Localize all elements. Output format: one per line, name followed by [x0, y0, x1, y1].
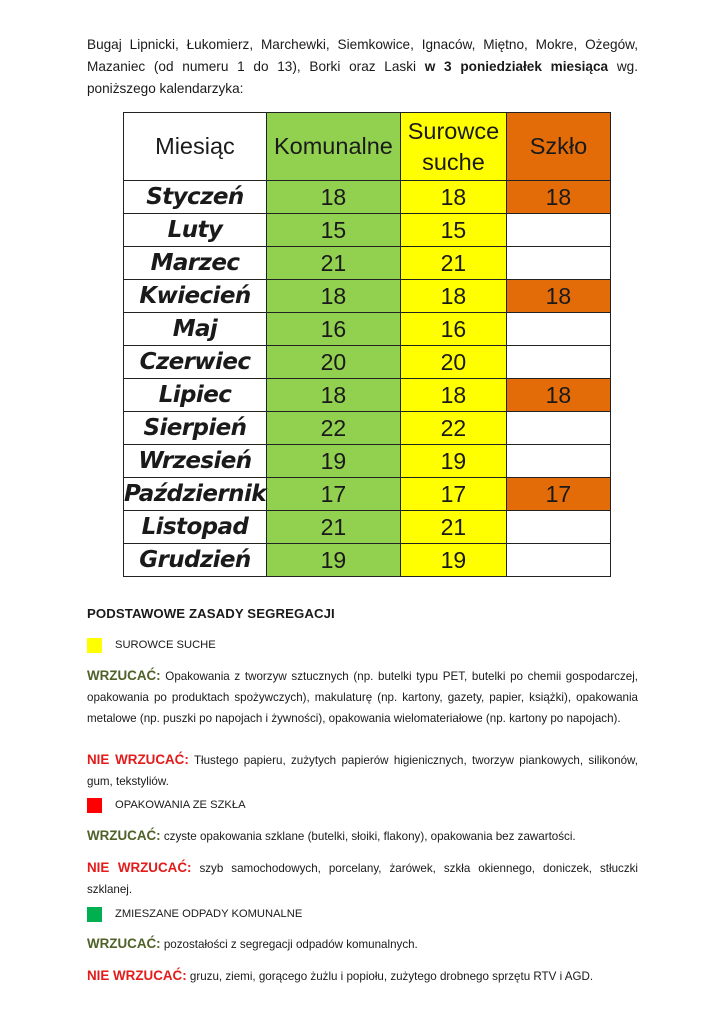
table-row	[124, 313, 611, 346]
legend-komunalne-label: ZMIESZANE ODPADY KOMUNALNE	[115, 908, 303, 920]
month-cell: Listopad	[124, 511, 267, 544]
legend-surowce	[87, 637, 216, 653]
table-row	[124, 511, 611, 544]
intro-paragraph	[87, 34, 638, 100]
szklo-cell: 18	[506, 379, 610, 412]
month-cell: Grudzień	[124, 544, 267, 577]
surowce-do-text: Opakowania z tworzyw sztucznych (np. butelki typu PET, butelki po chemii gospodarczej, opakowania po produktach spożywczych), makulaturę (np. kartony, gazety, papier, książki), opakowania metalowe (np. puszki po napojach i żywności), opakowania wielomateriałowe (np. kartony po napojach).	[87, 670, 638, 725]
green-square-icon	[87, 907, 102, 922]
surowce-dont-text: Tłustego papieru, zużytych papierów higienicznych, tworzyw piankowych, silikonów, gum, tekstyliów.	[87, 754, 639, 788]
szklo-do-rule	[87, 825, 638, 847]
collection-calendar-table	[123, 112, 611, 577]
surowce-cell: 17	[400, 478, 506, 511]
month-cell: Maj	[124, 313, 267, 346]
szklo-cell: 18	[506, 181, 610, 214]
table-row	[124, 478, 611, 511]
szklo-cell: 18	[506, 280, 610, 313]
table-body	[124, 181, 611, 577]
surowce-cell: 22	[400, 412, 506, 445]
szklo-cell	[506, 247, 610, 280]
month-cell: Październik	[124, 478, 267, 511]
komunalne-cell: 17	[266, 478, 400, 511]
szklo-cell	[506, 214, 610, 247]
surowce-cell: 15	[400, 214, 506, 247]
intro-text-end: wg. poniższego kalendarzyka:	[87, 59, 638, 96]
surowce-cell: 16	[400, 313, 506, 346]
table-header-row	[124, 113, 611, 181]
table-row	[124, 214, 611, 247]
szklo-do-text: czyste opakowania szklane (butelki, słoiki, flakony), opakowania bez zawartości.	[160, 830, 576, 843]
red-square-icon	[87, 798, 102, 813]
surowce-cell: 21	[400, 511, 506, 544]
szklo-cell: 17	[506, 478, 610, 511]
komunalne-cell: 18	[266, 280, 400, 313]
szklo-cell	[506, 412, 610, 445]
header-szklo: Szkło	[506, 113, 610, 181]
header-surowce-line2: suche	[422, 148, 485, 175]
surowce-cell: 20	[400, 346, 506, 379]
month-cell: Lipiec	[124, 379, 267, 412]
surowce-cell: 21	[400, 247, 506, 280]
legend-szklo-label: OPAKOWANIA ZE SZKŁA	[115, 799, 246, 811]
legend-surowce-label: SUROWCE SUCHE	[115, 639, 216, 651]
table-row	[124, 346, 611, 379]
komunalne-do-label: WRZUCAĆ:	[87, 936, 161, 951]
intro-text: Bugaj Lipnicki, Łukomierz, Marchewki, Siemkowice, Ignaców, Miętno, Mokre, Ożegów, Mazaniec (od numeru 1 do 13), Borki oraz Laski	[87, 37, 638, 74]
komunalne-cell: 21	[266, 247, 400, 280]
table-row	[124, 280, 611, 313]
komunalne-dont-rule	[87, 965, 638, 987]
szklo-cell	[506, 346, 610, 379]
surowce-cell: 18	[400, 280, 506, 313]
month-cell: Marzec	[124, 247, 267, 280]
komunalne-cell: 22	[266, 412, 400, 445]
intro-bold-text: w 3 poniedziałek miesiąca	[424, 59, 609, 74]
month-cell: Wrzesień	[124, 445, 267, 478]
surowce-dont-rule	[87, 749, 638, 792]
szklo-cell	[506, 544, 610, 577]
szklo-cell	[506, 511, 610, 544]
komunalne-dont-text: gruzu, ziemi, gorącego żużlu i popiołu, zużytego drobnego sprzętu RTV i AGD.	[186, 970, 594, 983]
table-row	[124, 412, 611, 445]
surowce-do-label: WRZUCAĆ:	[87, 668, 161, 683]
surowce-cell: 18	[400, 181, 506, 214]
header-month: Miesiąc	[124, 113, 267, 181]
komunalne-cell: 19	[266, 544, 400, 577]
komunalne-cell: 19	[266, 445, 400, 478]
legend-szklo	[87, 797, 246, 813]
komunalne-do-rule	[87, 933, 638, 955]
section-title: PODSTAWOWE ZASADY SEGREGACJI	[87, 606, 335, 621]
table-row	[124, 181, 611, 214]
surowce-cell: 19	[400, 544, 506, 577]
header-komunalne: Komunalne	[266, 113, 400, 181]
header-surowce	[400, 113, 506, 181]
month-cell: Kwiecień	[124, 280, 267, 313]
szklo-dont-text: szyb samochodowych, porcelany, żarówek, szkła okiennego, doniczek, stłuczki szklanej.	[87, 862, 638, 896]
szklo-cell	[506, 445, 610, 478]
szklo-cell	[506, 313, 610, 346]
szklo-dont-rule	[87, 857, 638, 900]
komunalne-dont-label: NIE WRZUCAĆ:	[87, 968, 187, 983]
komunalne-cell: 18	[266, 181, 400, 214]
month-cell: Czerwiec	[124, 346, 267, 379]
szklo-do-label: WRZUCAĆ:	[87, 828, 161, 843]
szklo-dont-label: NIE WRZUCAĆ:	[87, 860, 192, 875]
komunalne-cell: 18	[266, 379, 400, 412]
surowce-cell: 19	[400, 445, 506, 478]
table-row	[124, 544, 611, 577]
yellow-square-icon	[87, 638, 102, 653]
header-surowce-line1: Surowce	[407, 117, 500, 144]
table-row	[124, 247, 611, 280]
surowce-dont-label: NIE WRZUCAĆ:	[87, 752, 189, 767]
legend-komunalne	[87, 906, 302, 922]
table-row	[124, 379, 611, 412]
komunalne-cell: 20	[266, 346, 400, 379]
month-cell: Luty	[124, 214, 267, 247]
komunalne-do-text: pozostałości z segregacji odpadów komunalnych.	[160, 938, 418, 951]
surowce-do-rule	[87, 665, 638, 729]
komunalne-cell: 16	[266, 313, 400, 346]
surowce-cell: 18	[400, 379, 506, 412]
month-cell: Styczeń	[124, 181, 267, 214]
komunalne-cell: 15	[266, 214, 400, 247]
table-row	[124, 445, 611, 478]
month-cell: Sierpień	[124, 412, 267, 445]
komunalne-cell: 21	[266, 511, 400, 544]
